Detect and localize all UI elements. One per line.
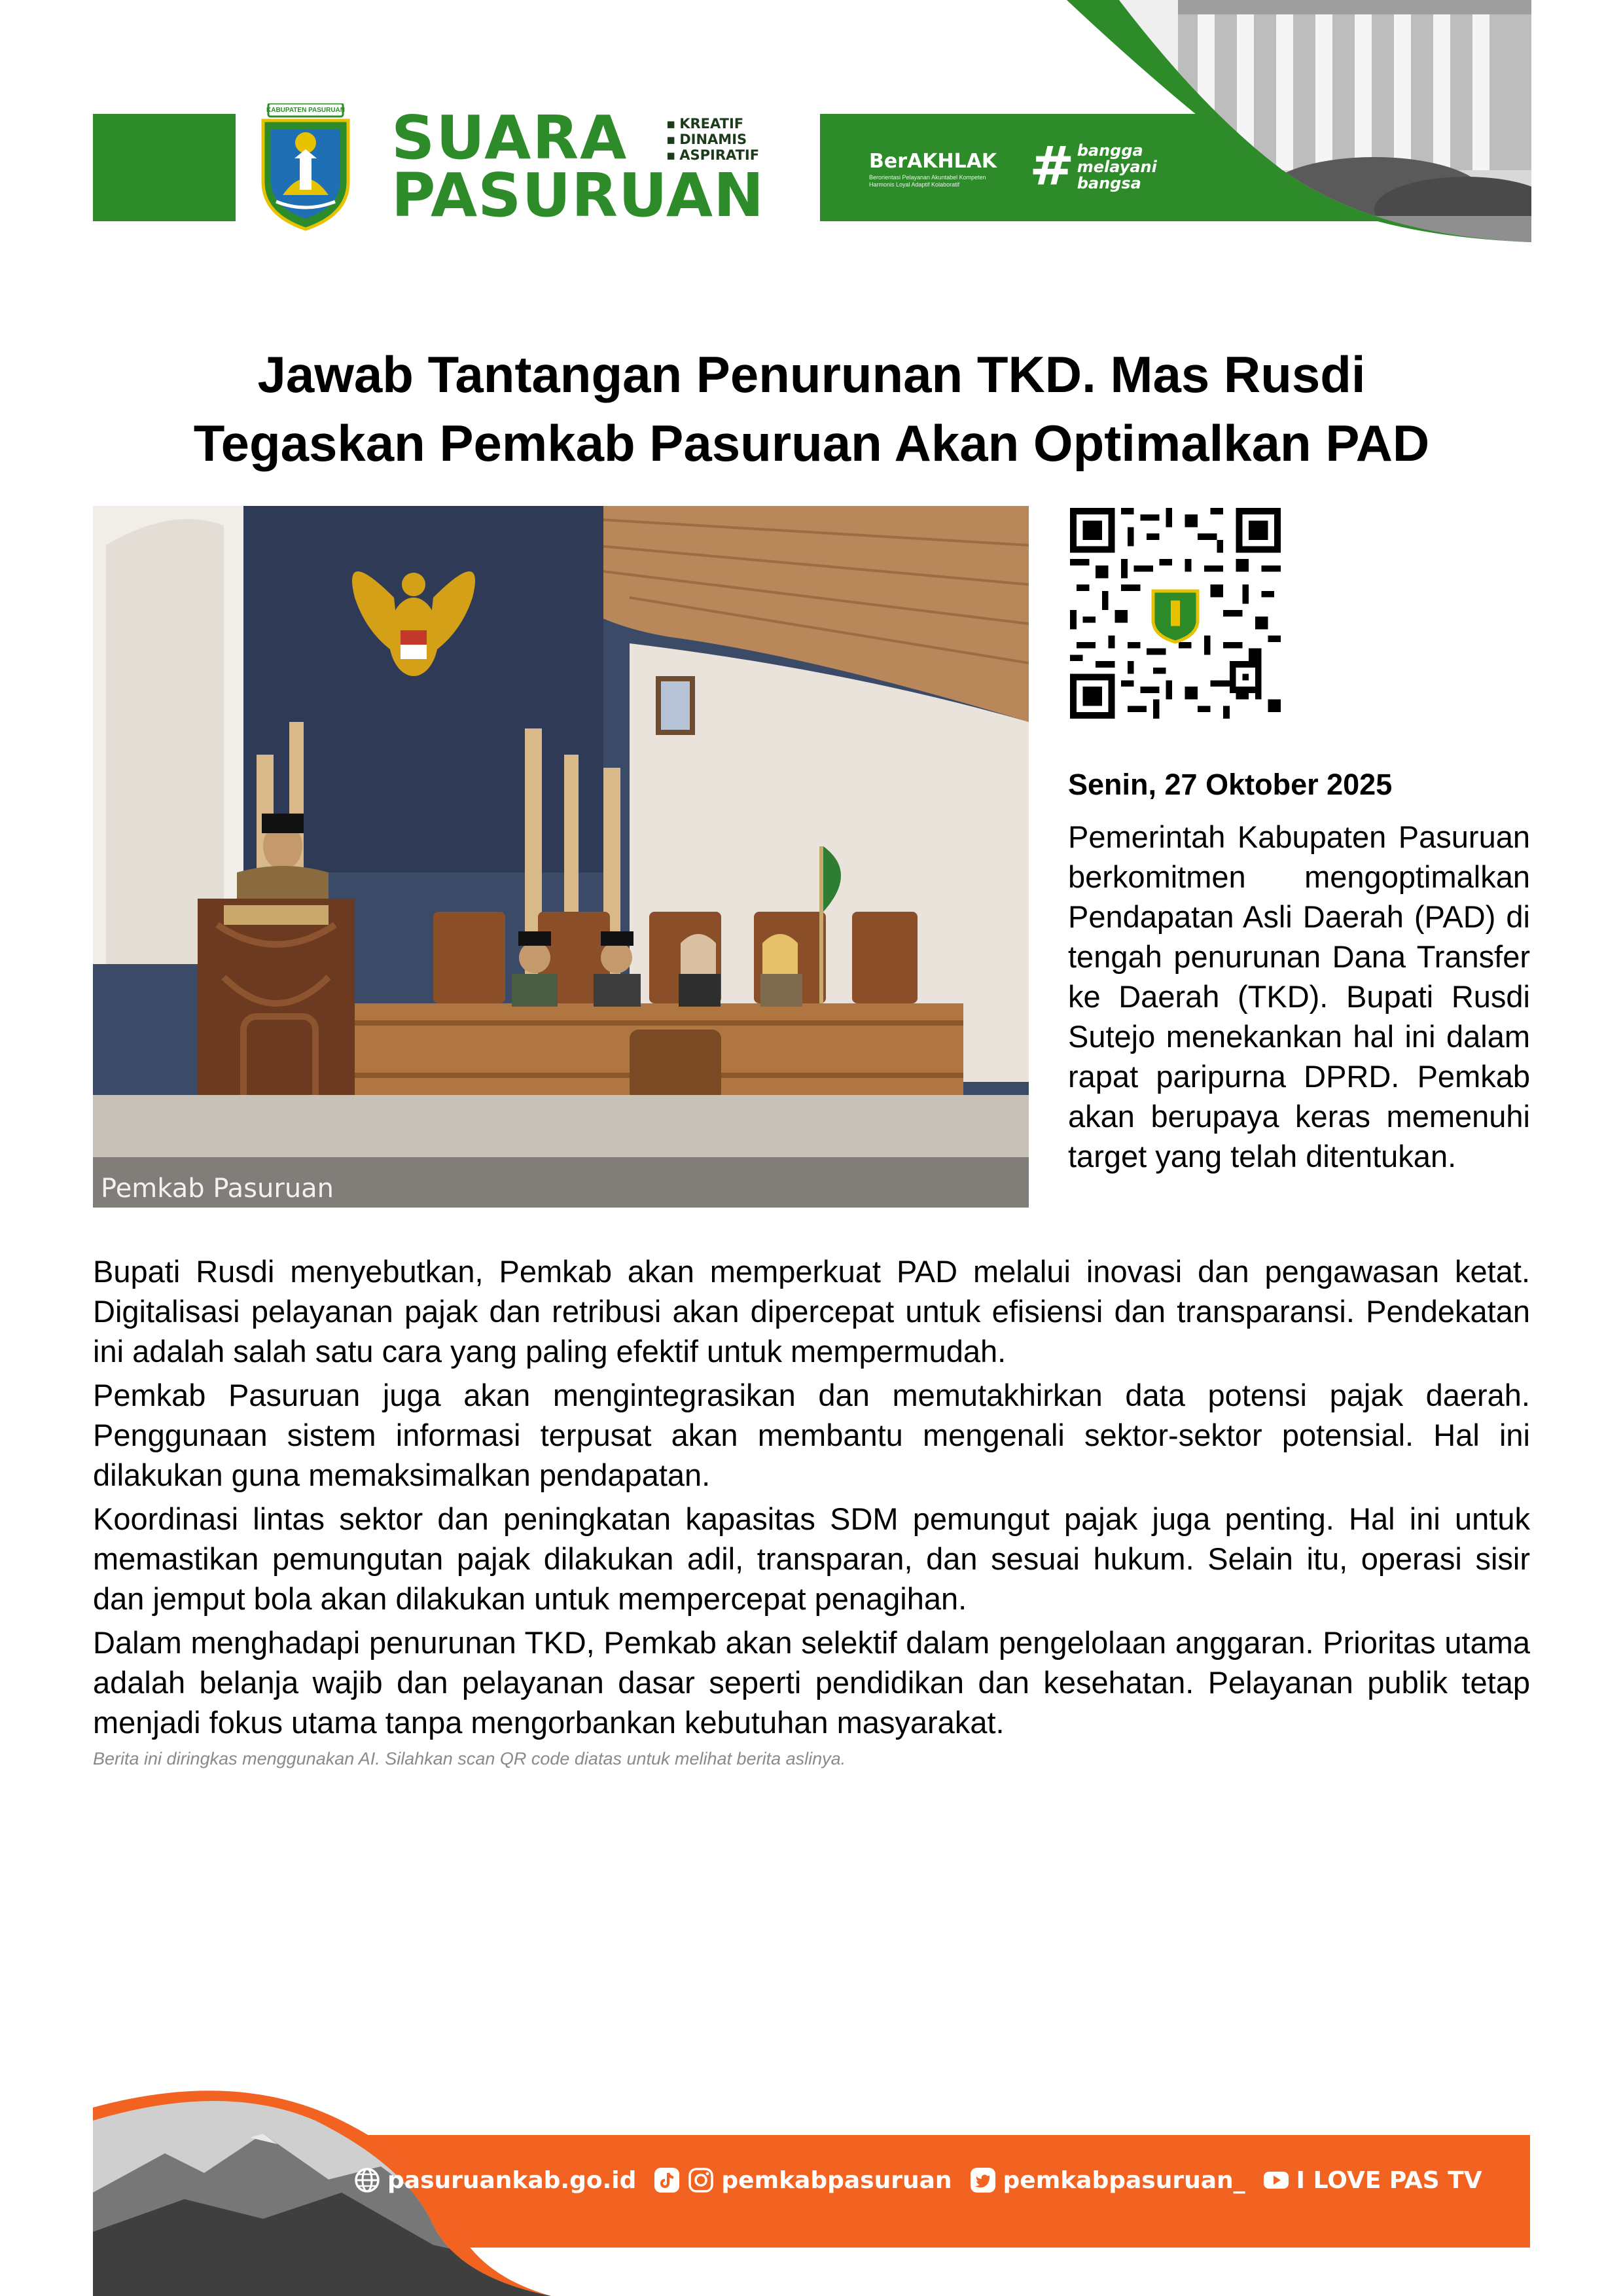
berakhlak-title: BerAKHLAK [869, 150, 997, 173]
website-link[interactable] [353, 2166, 636, 2194]
tag-kreatif: ▪ KREATIF [666, 116, 759, 132]
motto-1: bangga [1077, 141, 1143, 160]
tiktok-icon [653, 2166, 681, 2194]
footer-links [353, 2166, 1499, 2194]
article-title [93, 340, 1530, 478]
social-link[interactable] [653, 2166, 952, 2194]
brand-tags [666, 116, 759, 163]
globe-icon [353, 2166, 381, 2194]
brand-line1: SUARA [391, 103, 628, 173]
youtube-icon [1262, 2166, 1290, 2194]
youtube-link[interactable] [1262, 2166, 1482, 2194]
paragraph: Bupati Rusdi menyebutkan, Pemkab akan memperkuat PAD melalui inovasi dan pengawasan ketat. Digitalisasi pelayanan pajak dan retribusi akan dipercepat untuk efisiensi dan transparansi. Pendekatan ini adalah salah satu cara yang paling efektif untuk mempermudah. [93, 1254, 1530, 1369]
crest-label: KABUPATEN PASURUAN [266, 107, 345, 114]
berakhlak-logo [869, 150, 1007, 188]
motto-2: melayani [1077, 157, 1157, 176]
paragraph: Koordinasi lintas sektor dan peningkatan kapasitas SDM pemungut pajak juga penting. Hal ini untuk memastikan pemungutan pajak dilakukan adil, transparan, dan sesuai hukum. Selain itu, operasi sisir dan jemput bola akan dilakukan untuk mempercepat penagihan. [93, 1501, 1530, 1616]
pasuruan-crest-icon [257, 103, 355, 232]
article-photo [93, 506, 1029, 1208]
article-body [93, 1251, 1530, 1746]
berakhlak-subtitle: Berorientasi Pelayanan Akuntabel Kompeten Harmonis Loyal Adaptif Kolaboratif [869, 174, 986, 188]
instagram-icon [687, 2166, 715, 2194]
tag-aspiratif: ▪ ASPIRATIF [666, 147, 759, 163]
header-left-bar [93, 114, 236, 221]
title-line-2: Tegaskan Pemkab Pasuruan Akan Optimalkan PAD [193, 414, 1430, 472]
twitter-handle-text: pemkabpasuruan_ [1003, 2166, 1245, 2194]
paragraph: Pemkab Pasuruan juga akan mengintegrasikan dan memutakhirkan data potensi pajak daerah. Penggunaan sistem informasi terpusat akan membantu mengenali sektor-sektor potensial. Hal ini dilakukan guna memaksimalkan pendapatan. [93, 1378, 1530, 1492]
tag-dinamis: ▪ DINAMIS [666, 132, 759, 147]
photo-caption: Pemkab Pasuruan [101, 1174, 334, 1204]
building-photo [1008, 0, 1531, 242]
website-text: pasuruankab.go.id [387, 2166, 637, 2194]
brand-logo [391, 103, 804, 230]
ai-disclaimer: Berita ini diringkas menggunakan AI. Silahkan scan QR code diatas untuk melihat berita aslinya. [93, 1749, 846, 1768]
article-date: Senin, 27 Oktober 2025 [1068, 768, 1393, 801]
hashtag-mark: # [1029, 135, 1075, 198]
social-handle-text: pemkabpasuruan [721, 2166, 952, 2194]
article-lead: Pemerintah Kabupaten Pasuruan berkomitmen mengoptimalkan Pendapatan Asli Daerah (PAD) di tengah penurunan Dana Transfer ke Daerah (TKD). Bupati Rusdi Sutejo menekankan hal ini dalam rapat paripurna DPRD. Pemkab akan berupaya keras memenuhi target yang telah ditentukan. [1068, 819, 1530, 1174]
brand-line2: PASURUAN [391, 160, 765, 230]
qr-code-icon[interactable] [1070, 508, 1281, 719]
youtube-text: I LOVE PAS TV [1296, 2166, 1482, 2194]
twitter-link[interactable] [969, 2166, 1245, 2194]
paragraph: Dalam menghadapi penurunan TKD, Pemkab akan selektif dalam pengelolaan anggaran. Prioritas utama adalah belanja wajib dan pelayanan dasar seperti pendidikan dan kesehatan. Pelayanan publik tetap menjadi fokus utama tanpa mengorbankan kebutuhan masyarakat. [93, 1625, 1530, 1740]
title-line-1: Jawab Tantangan Penurunan TKD. Mas Rusdi [257, 346, 1366, 403]
twitter-icon [969, 2166, 997, 2194]
motto-3: bangsa [1077, 173, 1141, 192]
